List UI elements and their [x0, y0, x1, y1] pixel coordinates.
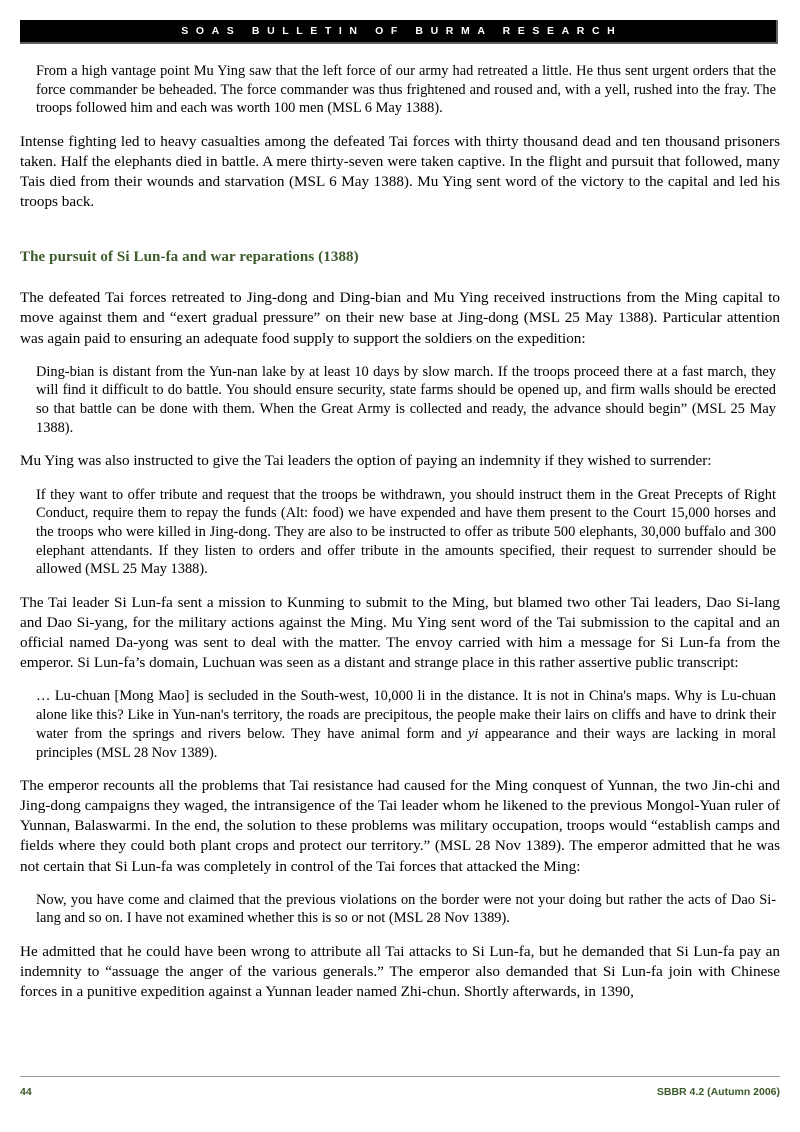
paragraph-4: The Tai leader Si Lun-fa sent a mission to Kunming to submit to the Ming, but blamed two other Tai leaders, Dao Si-lang and Dao Si-yang, for the military actions against the Ming. Mu Ying sent word of the Tai submission to the capital and an official named Da-yong was sent to deal with the matter. The envoy carried with him a message for Si Lun-fa from the emperor. Si Lun-fa’s domain, Luchuan was seen as a distant and strange place in this rather assertive public transcript: — [20, 594, 780, 672]
page-footer — [20, 1086, 780, 1098]
section-heading: The pursuit of Si Lun-fa and war reparations (1388) — [20, 249, 359, 266]
paragraph-2: The defeated Tai forces retreated to Jing-dong and Ding-bian and Mu Ying received instructions from the Ming capital to move against them and “exert gradual pressure” on their new base at Jing-dong (MSL 25 May 1388). Particular attention was again paid to ensuring an adequate food supply to support the soldiers on the expedition: — [20, 289, 780, 347]
block-quote-2: Ding-bian is distant from the Yun-nan lake by at least 10 days by slow march. If the troops proceed there at a fast march, they will find it difficult to do battle. You should ensure security, state farms should be opened up, and firm walls should be erected so that battle can be done with them. When the Great Army is collected and ready, the advance should begin” (MSL 25 May 1388). — [36, 363, 776, 436]
block-quote-1: From a high vantage point Mu Ying saw that the left force of our army had retreated a little. He thus sent urgent orders that the force commander be beheaded. The force commander was thus frightened and roused and, with a yell, rushed into the fray. The troops followed him and each was worth 100 men (MSL 6 May 1388). — [36, 63, 776, 117]
paragraph-5: The emperor recounts all the problems that Tai resistance had caused for the Ming conquest of Yunnan, the two Jin-chi and Jing-dong campaigns they waged, the intransigence of the Tai leader whom he likened to the previous Mongol-Yuan ruler of Yunnan, Balaswarmi. In the end, the solution to these problems was military occupation, troops would “establish camps and fields where they could both plant crops and protect our territory.” (MSL 28 Nov 1389). The emperor admitted that he was not certain that Si Lun-fa was completely in control of the Tai forces that attacked the Ming: — [20, 777, 780, 875]
block-quote-4 — [36, 687, 776, 762]
block-quote-3: If they want to offer tribute and request that the troops be withdrawn, you should instruct them in the Great Precepts of Right Conduct, require them to repay the funds (Alt: food) we have expended and have them present to the Court 15,000 horses and the troops who were killed in Jing-dong. They are also to be instructed to offer as tribute 500 elephants, 30,000 buffalo and 300 elephant attendants. If they listen to orders and offer tribute in the amounts specified, their request to surrender should be allowed (MSL 25 May 1388). — [36, 486, 776, 578]
block-quote-4-text-end: appearance and their ways are lacking in moral principles (MSL 28 Nov 1389). — [36, 725, 776, 761]
running-header-bar — [20, 20, 778, 44]
block-quote-4-text-start: … Lu-chuan [Mong Mao] is secluded in the South-west, 10,000 li in the distance. It is not in China's maps. Why is Lu-chuan alone like this? Like in Yun-nan's territory, the roads are precipitous, the people make their lairs on cliffs and have to drink their water from the springs and rivers below. They have animal form and — [36, 688, 776, 742]
heading-spacer — [20, 226, 780, 238]
block-quote-4-italic-term: yi — [468, 725, 479, 742]
article-body — [20, 62, 780, 1002]
running-header-title: SOAS BULLETIN OF BURMA RESEARCH — [181, 24, 623, 37]
footer-page-number: 44 — [20, 1086, 32, 1098]
paragraph-6: He admitted that he could have been wrong to attribute all Tai attacks to Si Lun-fa, but he demanded that Si Lun-fa pay an indemnity to “assuage the anger of the various generals.” The emperor also demanded that Si Lun-fa join with Chinese forces in a punitive expedition against a Yunnan leader named Zhi-chun. Shortly afterwards, in 1390, — [20, 943, 780, 1001]
footer-issue-label: SBBR 4.2 (Autumn 2006) — [656, 1086, 780, 1098]
paragraph-3: Mu Ying was also instructed to give the Tai leaders the option of paying an indemnity if they wished to surrender: — [20, 452, 712, 470]
block-quote-5: Now, you have come and claimed that the previous violations on the border were not your doing but rather the acts of Dao Si-lang and so on. I have not examined whether this is so or not (MSL 28 Nov 1389). — [36, 891, 776, 927]
footer-divider — [20, 1076, 780, 1077]
paragraph-1: Intense fighting led to heavy casualties among the defeated Tai forces with thirty thousand dead and ten thousand prisoners taken. Half the elephants died in battle. A mere thirty-seven were taken captive. In the flight and pursuit that followed, many Tais died from their wounds and starvation (MSL 6 May 1388). Mu Ying sent word of the victory to the capital and led his troops back. — [20, 133, 780, 211]
